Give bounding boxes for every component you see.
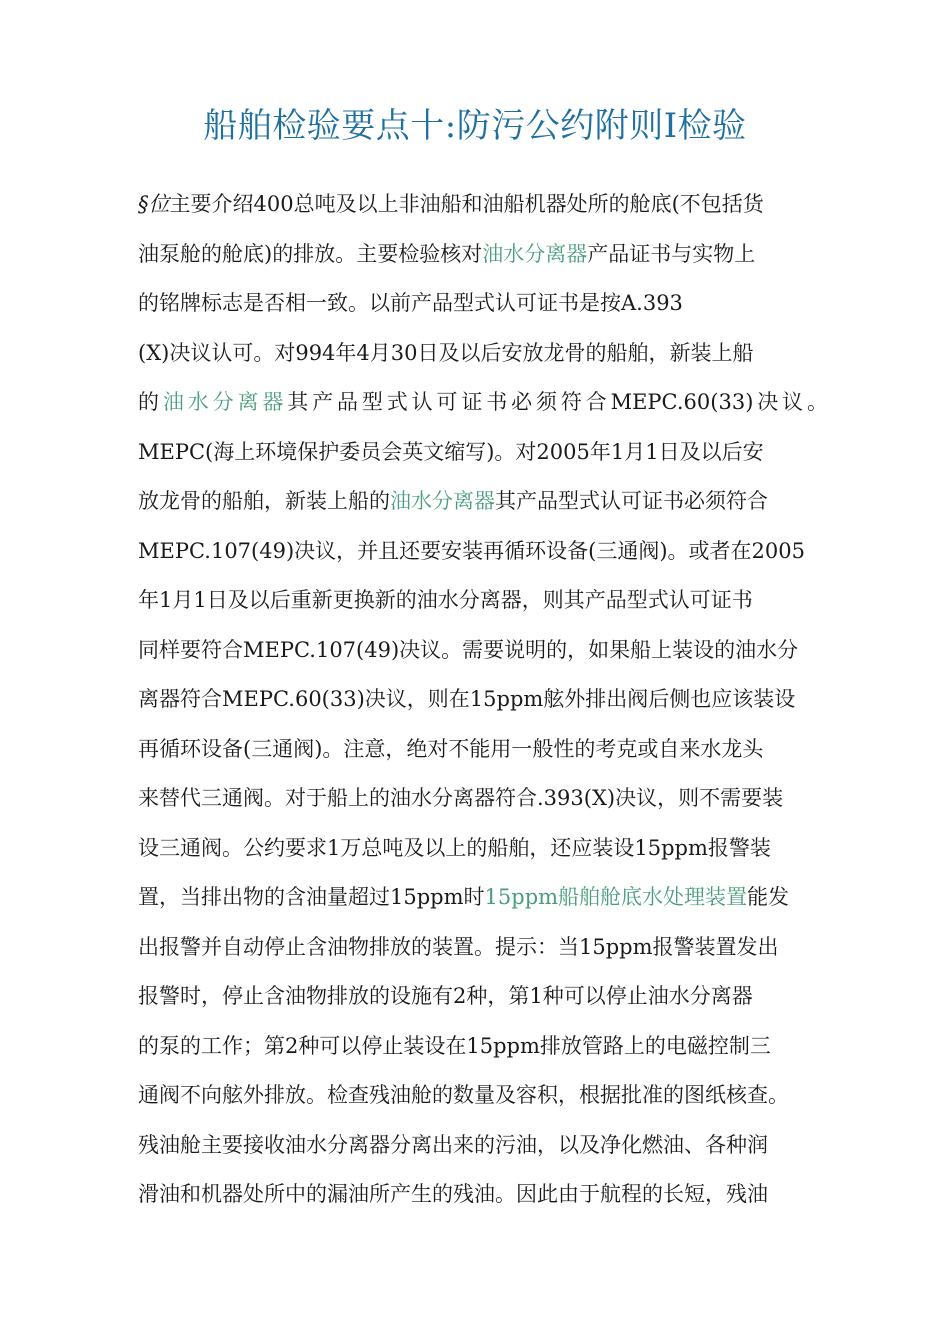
section-symbol: §位 — [138, 192, 170, 216]
text-run: 放龙骨的船舶，新装上船的 — [138, 489, 390, 513]
paragraph-line — [138, 279, 828, 329]
hyperlink[interactable]: 油水分离器 — [482, 241, 588, 266]
text-run: 来替代三通阀。对于船上的油水分离器符合.393(X)决议，则不需要装 — [138, 786, 784, 810]
text-run: 其产品型式认可证书必须符合 — [495, 489, 768, 513]
text-run: 的泵的工作；第2种可以停止装设在15ppm排放管路上的电磁控制三 — [138, 1033, 771, 1058]
paragraph-line — [138, 527, 828, 577]
paragraph-line — [138, 923, 828, 973]
hyperlink[interactable]: 油水分离器 — [162, 390, 288, 414]
paragraph-line — [138, 626, 828, 676]
paragraph-line — [138, 1121, 828, 1171]
text-run: 滑油和机器处所中的漏油所产生的残油。因此由于航程的长短，残油 — [138, 1182, 768, 1206]
text-run: 的 — [138, 390, 163, 414]
paragraph-line — [138, 873, 828, 923]
paragraph-line — [138, 774, 828, 824]
text-run: 再循环设备(三通阀)。注意，绝对不能用一般性的考克或自来水龙头 — [138, 736, 764, 761]
paragraph-line — [138, 576, 828, 626]
document-title: 船舶检验要点十:防污公约附则Ⅰ检验 — [203, 106, 747, 146]
text-run: 其产品型式认可证书必须符合MEPC.60(33)决议。 — [287, 390, 828, 414]
paragraph-line — [138, 1071, 828, 1121]
text-run: 同样要符合MEPC.107(49)决议。需要说明的，如果船上装设的油水分 — [138, 637, 799, 662]
paragraph-line — [138, 180, 828, 230]
paragraph-line — [138, 675, 828, 725]
text-run: 能发 — [747, 885, 790, 909]
paragraph-line — [138, 725, 828, 775]
text-run: 置，当排出物的含油量超过15ppm时 — [138, 885, 485, 909]
text-run: 设三通阀。公约要求1万总吨及以上的船舶，还应装设15ppm报警装 — [138, 835, 771, 860]
paragraph-line — [138, 972, 828, 1022]
text-run: 产品证书与实物上 — [587, 241, 756, 266]
text-run: 的铭牌标志是否相一致。以前产品型式认可证书是按A.393 — [138, 291, 683, 315]
text-run: (X)决议认可。对994年4月30日及以后安放龙骨的船舶，新装上船 — [138, 340, 754, 365]
paragraph-line — [138, 378, 828, 428]
text-run: 出报警并自动停止含油物排放的装置。提示：当15ppm报警装置发出 — [138, 934, 779, 959]
document-body — [138, 180, 828, 1220]
text-run: 离器符合MEPC.60(33)决议，则在15ppm舷外排出阀后侧也应该装设 — [138, 687, 796, 711]
text-run: 主要介绍400总吨及以上非油船和油船机器处所的舱底(不包括货 — [169, 192, 764, 216]
paragraph-line — [138, 1170, 828, 1220]
paragraph-line — [138, 1022, 828, 1072]
text-run: MEPC(海上环境保护委员会英文缩写)。对2005年1月1日及以后安 — [138, 439, 764, 464]
paragraph-line — [138, 824, 828, 874]
text-run: 残油舱主要接收油水分离器分离出来的污油，以及净化燃油、各种润 — [138, 1132, 768, 1157]
text-run: MEPC.107(49)决议，并且还要安装再循环设备(三通阀)。或者在2005 — [138, 538, 805, 563]
text-run: 报警时，停止含油物排放的设施有2种，第1种可以停止油水分离器 — [138, 984, 753, 1008]
paragraph-line — [138, 428, 828, 478]
text-run: 年1月1日及以后重新更换新的油水分离器，则其产品型式认可证书 — [138, 588, 753, 612]
text-run: 通阀不向舷外排放。检查残油舱的数量及容积，根据批准的图纸核查。 — [138, 1083, 789, 1107]
paragraph-line — [138, 477, 828, 527]
hyperlink[interactable]: 油水分离器 — [390, 489, 495, 513]
paragraph-line — [138, 230, 828, 280]
text-run: 油泵舱的舱底)的排放。主要检验核对 — [138, 241, 483, 266]
paragraph-line — [138, 329, 828, 379]
hyperlink[interactable]: 15ppm船舶舱底水处理装置 — [484, 885, 748, 909]
